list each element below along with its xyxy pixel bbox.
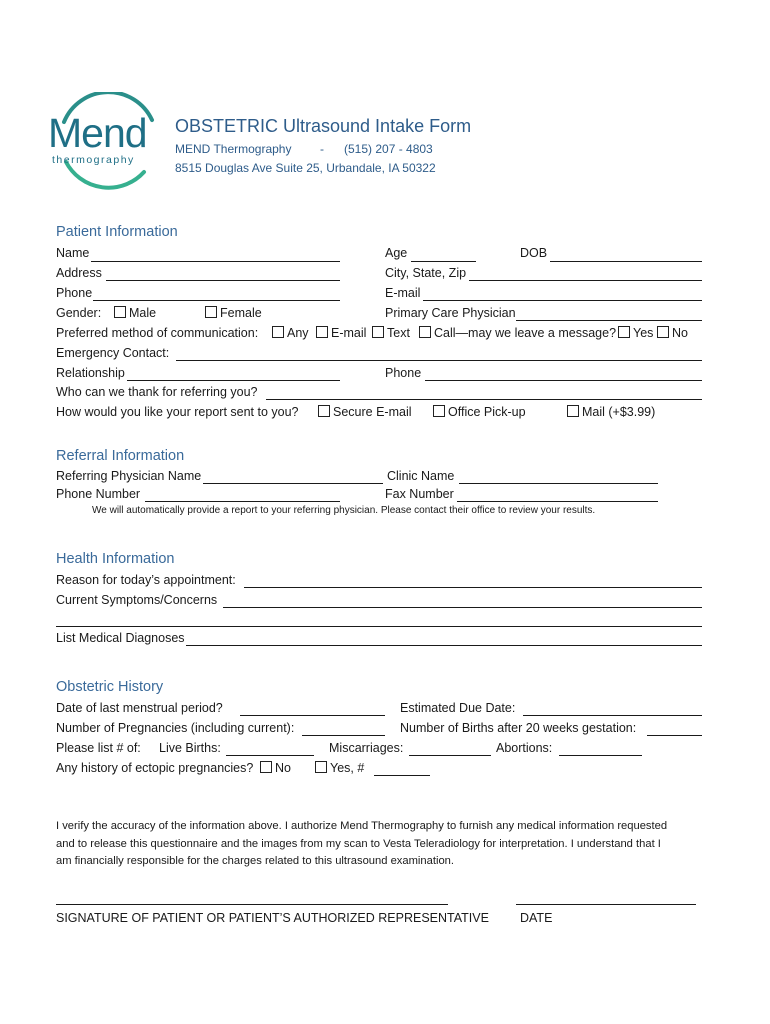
comm-email-option[interactable] — [316, 326, 366, 340]
symptoms-field[interactable] — [223, 607, 702, 608]
company-address: 8515 Douglas Ave Suite 25, Urbandale, IA 50322 — [175, 161, 436, 175]
city-state-zip-field[interactable] — [469, 280, 702, 281]
ref-phone-field[interactable] — [145, 501, 340, 502]
diagnoses-label: List Medical Diagnoses — [56, 631, 185, 645]
dob-label: DOB — [520, 246, 548, 260]
female-checkbox[interactable] — [205, 306, 217, 318]
abortions-label: Abortions: — [496, 741, 553, 755]
name-label: Name — [56, 246, 90, 260]
signature-label: SIGNATURE OF PATIENT OR PATIENT’S AUTHORIZED REPRESENTATIVE — [56, 911, 489, 925]
emergency-phone-field[interactable] — [425, 380, 702, 381]
ectopic-yes-option[interactable] — [315, 761, 364, 775]
emergency-field[interactable] — [176, 360, 702, 361]
signature-field[interactable] — [56, 904, 448, 905]
mail-label: Mail (+$3.99) — [582, 405, 656, 419]
message-no-option[interactable] — [657, 326, 688, 340]
patient-heading: Patient Information — [56, 224, 178, 240]
lmp-field[interactable] — [240, 715, 385, 716]
name-field[interactable] — [91, 261, 340, 262]
text-checkbox[interactable] — [372, 326, 384, 338]
logo-word: Mend — [48, 110, 147, 156]
referral-note: We will automatically provide a report to your referring physician. Please contact their office to review your results. — [92, 505, 596, 516]
any-checkbox[interactable] — [272, 326, 284, 338]
births-label: Number of Births after 20 weeks gestation: — [400, 721, 637, 735]
emergency-label: Emergency Contact: — [56, 346, 170, 360]
email-field[interactable] — [423, 300, 702, 301]
ectopic-yes-label: Yes, # — [330, 761, 365, 775]
pregnancies-field[interactable] — [302, 735, 385, 736]
female-label: Female — [220, 306, 262, 320]
office-pickup-label: Office Pick-up — [448, 405, 526, 419]
pref-comm-label: Preferred method of communication: — [56, 326, 259, 340]
office-pickup-option[interactable] — [433, 405, 526, 419]
births-field[interactable] — [647, 735, 702, 736]
address-label: Address — [56, 266, 102, 280]
ectopic-count-field[interactable] — [374, 775, 430, 776]
ectopic-no-label: No — [275, 761, 291, 775]
clinic-field[interactable] — [459, 483, 658, 484]
dob-field[interactable] — [550, 261, 702, 262]
email-checkbox[interactable] — [316, 326, 328, 338]
city-state-zip-label: City, State, Zip — [385, 266, 467, 280]
due-date-label: Estimated Due Date: — [400, 701, 516, 715]
relationship-field[interactable] — [127, 380, 340, 381]
referral-thanks-label: Who can we thank for referring you? — [56, 385, 258, 399]
age-field[interactable] — [411, 261, 476, 262]
reason-label: Reason for today’s appointment: — [56, 573, 236, 587]
age-label: Age — [385, 246, 408, 260]
diagnoses-field[interactable] — [186, 645, 702, 646]
male-label: Male — [129, 306, 157, 320]
date-label: DATE — [520, 911, 553, 925]
male-checkbox[interactable] — [114, 306, 126, 318]
ref-physician-field[interactable] — [203, 483, 383, 484]
fax-label: Fax Number — [385, 487, 454, 501]
text-opt-label: Text — [387, 326, 410, 340]
ref-phone-label: Phone Number — [56, 487, 141, 501]
message-yes-option[interactable] — [618, 326, 653, 340]
consent-statement: I verify the accuracy of the information above. I authorize Mend Thermography to furnish any medical information requested and to release this questionnaire and the images from my scan to Vesta Teleradiology for interpretation. I understand that I am financially responsible for the charges related to this ultrasound examination. — [56, 820, 668, 867]
gender-male-option[interactable] — [114, 306, 156, 320]
comm-call-option[interactable] — [419, 326, 616, 340]
call-checkbox[interactable] — [419, 326, 431, 338]
miscarriages-label: Miscarriages: — [329, 741, 404, 755]
obstetric-heading: Obstetric History — [56, 679, 164, 695]
any-label: Any — [287, 326, 309, 340]
logo-subword: thermography — [52, 154, 135, 166]
ectopic-label: Any history of ectopic pregnancies? — [56, 761, 254, 775]
live-births-field[interactable] — [226, 755, 314, 756]
miscarriages-field[interactable] — [409, 755, 491, 756]
office-pickup-checkbox[interactable] — [433, 405, 445, 417]
gender-label: Gender: — [56, 306, 102, 320]
phone-label: Phone — [56, 286, 93, 300]
fax-field[interactable] — [457, 501, 658, 502]
reason-field[interactable] — [244, 587, 702, 588]
lmp-label: Date of last menstrual period? — [56, 701, 223, 715]
referral-thanks-field[interactable] — [266, 399, 702, 400]
ectopic-no-checkbox[interactable] — [260, 761, 272, 773]
phone-field[interactable] — [93, 300, 340, 301]
due-date-field[interactable] — [523, 715, 702, 716]
comm-any-option[interactable] — [272, 326, 309, 340]
secure-email-option[interactable] — [318, 405, 412, 419]
health-heading: Health Information — [56, 551, 175, 567]
pregnancies-label: Number of Pregnancies (including current): — [56, 721, 295, 735]
header-dash: - — [320, 142, 324, 156]
abortions-field[interactable] — [559, 755, 642, 756]
ref-physician-label: Referring Physician Name — [56, 469, 202, 483]
no-label: No — [672, 326, 688, 340]
report-sent-label: How would you like your report sent to you? — [56, 405, 299, 419]
comm-text-option[interactable] — [372, 326, 410, 340]
mail-checkbox[interactable] — [567, 405, 579, 417]
mail-option[interactable] — [567, 405, 655, 419]
call-opt-label: Call—may we leave a message? — [434, 326, 617, 340]
yes-checkbox[interactable] — [618, 326, 630, 338]
emergency-phone-label: Phone — [385, 366, 422, 380]
form-title: OBSTETRIC Ultrasound Intake Form — [175, 116, 472, 136]
ectopic-no-option[interactable] — [260, 761, 291, 775]
ectopic-yes-checkbox[interactable] — [315, 761, 327, 773]
relationship-label: Relationship — [56, 366, 125, 380]
logo — [44, 92, 160, 192]
secure-email-checkbox[interactable] — [318, 405, 330, 417]
secure-email-label: Secure E-mail — [333, 405, 412, 419]
company-name: MEND Thermography — [175, 142, 292, 156]
symptoms-field-continued[interactable] — [56, 626, 702, 627]
date-field[interactable] — [516, 904, 696, 905]
email-opt-label: E-mail — [331, 326, 367, 340]
live-births-label: Live Births: — [159, 741, 221, 755]
list-label: Please list # of: — [56, 741, 141, 755]
address-field[interactable] — [106, 280, 340, 281]
yes-label: Yes — [633, 326, 654, 340]
email-label: E-mail — [385, 286, 421, 300]
referral-heading: Referral Information — [56, 448, 185, 464]
no-checkbox[interactable] — [657, 326, 669, 338]
company-phone: (515) 207 - 4803 — [344, 142, 433, 156]
clinic-label: Clinic Name — [387, 469, 455, 483]
symptoms-label: Current Symptoms/Concerns — [56, 593, 218, 607]
pcp-label: Primary Care Physician — [385, 306, 516, 320]
pcp-field[interactable] — [516, 320, 702, 321]
gender-female-option[interactable] — [205, 306, 262, 320]
